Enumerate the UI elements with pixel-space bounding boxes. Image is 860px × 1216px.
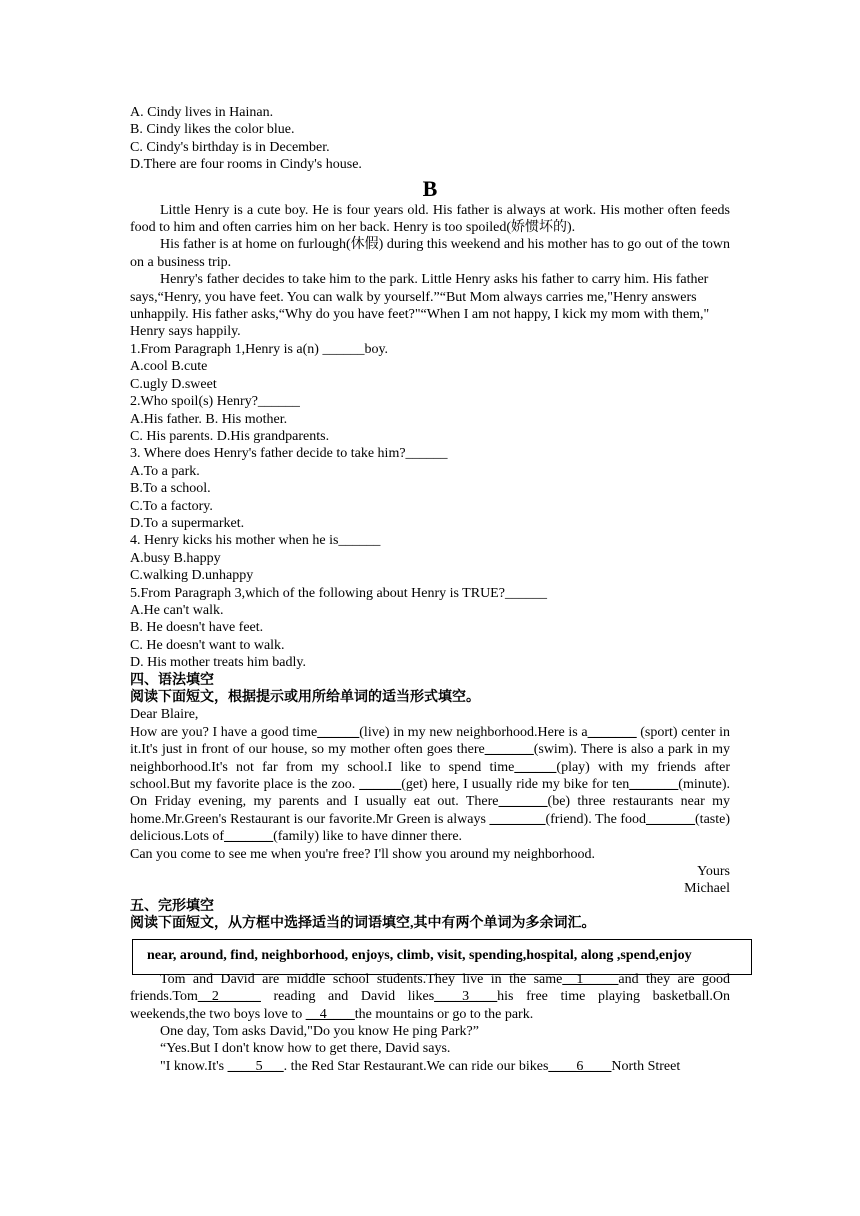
letter-text: (sport) center in it.It's just in front of our house, so my mother often goes there: [130, 724, 730, 758]
passage-paragraph-3: Henry's father decides to take him to the park. Little Henry asks his father to carry him. His father says,“Henry, you have feet. You can walk by yourself.”“But Mom always carries me,"Henry answers unhappily. His father asks,“Why do you have feet?"“When I am not happy, I kick my mom with them," Henry says happily.: [130, 272, 710, 340]
cloze-text: Tom and David are middle school students.They live in the same: [160, 971, 563, 987]
cloze-text: reading and David likes: [260, 989, 435, 1005]
blank-get[interactable]: ______: [359, 777, 402, 793]
section-4-instruction: 阅读下面短文，根据提示或用所给单词的适当形式填空。: [130, 690, 480, 705]
question-1-options-cd: C.ugly D.sweet: [130, 376, 217, 392]
cloze-text: his free time playing basketball.On weekends,the two boys love to: [130, 989, 730, 1022]
letter-text: How are you? I have a good time: [130, 724, 318, 740]
blank-sport[interactable]: _______: [587, 724, 637, 740]
cloze-blank-6[interactable]: ____6____: [548, 1058, 612, 1074]
question-5-option-d: D. His mother treats him badly.: [130, 655, 307, 671]
question-1: 1.From Paragraph 1,Henry is a(n) ______boy.: [130, 341, 389, 357]
passage-paragraph-1: Little Henry is a cute boy. He is four years old. His father is always at work. His mother often feeds food to him and often carries him on her back. Henry is too spoiled(娇惯坏的).: [130, 202, 730, 236]
letter-text: (friend). The food: [545, 811, 647, 827]
blank-friend[interactable]: ________: [489, 811, 546, 827]
letter-sign-off: Yours: [697, 864, 730, 880]
letter-signature: Michael: [684, 881, 730, 897]
letter-greeting: Dear Blaire,: [130, 707, 199, 723]
cloze-blank-1[interactable]: __1_____: [562, 971, 619, 987]
cloze-blank-3[interactable]: ____3____: [434, 989, 498, 1005]
letter-text: (minute). On Friday evening, my parents and I usually eat out. There: [130, 777, 731, 810]
letter-text: (taste) delicious.Lots of: [130, 811, 730, 845]
section-5-title: 五、完形填空: [130, 898, 214, 914]
question-5-option-b: B. He doesn't have feet.: [130, 620, 264, 636]
cloze-text: . the Red Star Restaurant.We can ride our bikes: [283, 1058, 549, 1074]
question-1-options-ab: A.cool B.cute: [130, 359, 208, 375]
option-c: C. Cindy's birthday is in December.: [130, 139, 330, 155]
cloze-blank-4[interactable]: __4____: [305, 1006, 355, 1022]
cloze-paragraph-4: [130, 1058, 730, 1075]
question-2-options-ab: A.His father. B. His mother.: [130, 411, 288, 427]
blank-minute[interactable]: _______: [629, 777, 679, 793]
question-5-option-c: C. He doesn't want to walk.: [130, 637, 285, 653]
letter-text: (get) here, I usually ride my bike for ten: [401, 777, 630, 793]
letter-closing-line: Can you come to see me when you're free? I'll show you around my neighborhood.: [130, 846, 595, 862]
option-d: D.There are four rooms in Cindy's house.: [130, 157, 362, 173]
cloze-text: and they are good friends.Tom: [130, 971, 730, 1005]
blank-taste[interactable]: _______: [646, 811, 696, 827]
question-5: 5.From Paragraph 3,which of the following about Henry is TRUE?______: [130, 585, 547, 601]
question-2-options-cd: C. His parents. D.His grandparents.: [130, 428, 330, 444]
letter-text: (live) in my new neighborhood.Here is a: [359, 724, 588, 740]
cloze-blank-2[interactable]: __2______: [197, 989, 261, 1005]
reading-passage-b: [130, 202, 730, 341]
question-3-option-b: B.To a school.: [130, 481, 211, 497]
cloze-paragraph-2: One day, Tom asks David,"Do you know He ping Park?”: [160, 1023, 479, 1039]
question-3-option-c: C.To a factory.: [130, 498, 213, 514]
question-3: 3. Where does Henry's father decide to take him?______: [130, 446, 448, 462]
question-list-b: [130, 341, 730, 672]
letter-body: [130, 724, 730, 846]
blank-swim[interactable]: _______: [484, 742, 534, 758]
passage-paragraph-2: His father is at home on furlough(休假) during this weekend and his mother has to go out of the town on a business trip.: [130, 237, 730, 270]
section-heading-b: B: [422, 175, 438, 201]
section-4-title: 四、语法填空: [130, 672, 214, 688]
question-4-options-cd: C.walking D.unhappy: [130, 568, 254, 584]
question-4-options-ab: A.busy B.happy: [130, 550, 221, 566]
cloze-paragraph-3: “Yes.But I don't know how to get there, David says.: [160, 1041, 451, 1057]
blank-live[interactable]: ______: [317, 724, 360, 740]
blank-play[interactable]: ______: [514, 759, 557, 775]
word-bank-box: near, around, find, neighborhood, enjoys, climb, visit, spending,hospital, along ,spend,enjoy: [132, 939, 752, 975]
cloze-paragraph-1: [130, 971, 730, 1023]
blank-be[interactable]: _______: [498, 794, 548, 810]
option-a: A. Cindy lives in Hainan.: [130, 105, 274, 120]
question-3-option-d: D.To a supermarket.: [130, 515, 245, 531]
question-4: 4. Henry kicks his mother when he is______: [130, 533, 381, 549]
blank-family[interactable]: _______: [224, 829, 274, 845]
question-2: 2.Who spoil(s) Henry?______: [130, 394, 300, 410]
section-5-instruction: 阅读下面短文，从方框中选择适当的词语填空,其中有两个单词为多余词汇。: [130, 916, 596, 932]
option-b: B. Cindy likes the color blue.: [130, 122, 295, 138]
part-a-options: [130, 104, 730, 174]
letter-text: (be) three restaurants near my home.Mr.Green's Restaurant is our favorite.Mr Green is always: [130, 794, 730, 827]
cloze-blank-5[interactable]: ____5___: [227, 1058, 284, 1074]
letter-text: (family) like to have dinner there.: [273, 829, 463, 845]
worksheet-page: [130, 104, 730, 1075]
cloze-text: "I know.It's: [160, 1058, 228, 1074]
letter-text: (swim). There is also a park in my neighborhood.It's not far from my school.I like to spend time: [130, 742, 730, 775]
question-3-option-a: A.To a park.: [130, 463, 200, 479]
cloze-text: North Street: [611, 1058, 681, 1074]
question-5-option-a: A.He can't walk.: [130, 602, 224, 618]
letter-text: (play) with my friends after school.But my favorite place is the zoo.: [130, 759, 730, 793]
cloze-text: the mountains or go to the park.: [354, 1006, 534, 1022]
